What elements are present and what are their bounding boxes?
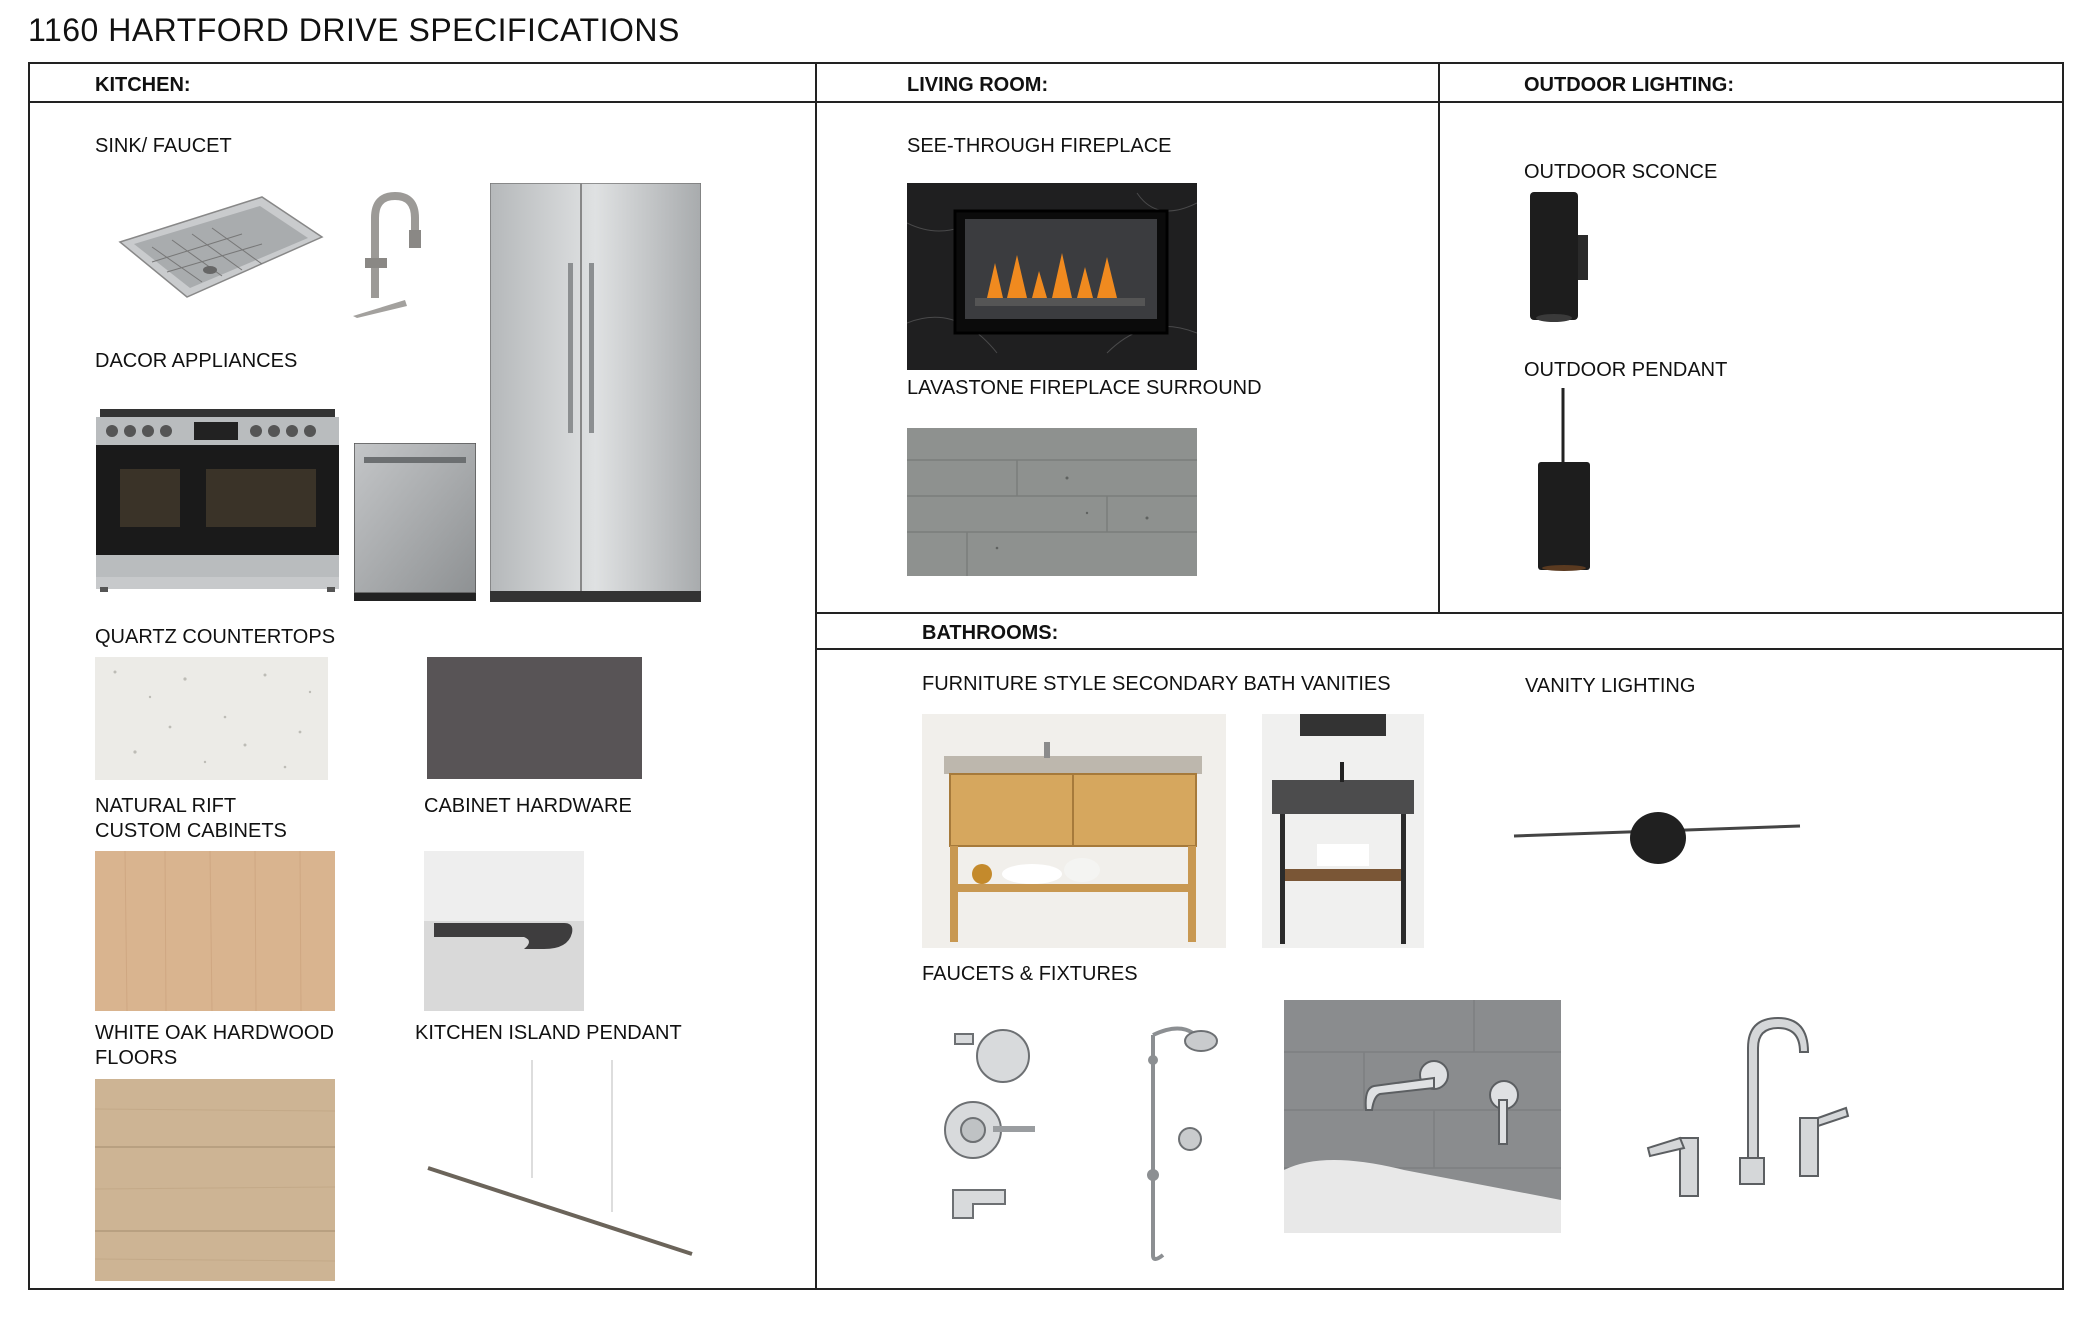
island-pendant-image xyxy=(420,1060,700,1260)
vanities-label: FURNITURE STYLE SECONDARY BATH VANITIES xyxy=(922,673,1391,695)
kitchen-faucet-image xyxy=(345,188,425,318)
range-image xyxy=(96,407,339,592)
living-room-header: LIVING ROOM: xyxy=(907,74,1049,96)
cabinet-hardware-image xyxy=(424,851,584,1011)
fireplace-image xyxy=(907,183,1197,370)
see-through-fireplace-label: SEE-THROUGH FIREPLACE xyxy=(907,135,1172,157)
kitchen-header: KITCHEN: xyxy=(95,74,191,96)
natural-rift-label: NATURAL RIFT xyxy=(95,795,237,817)
lavastone-image xyxy=(907,428,1197,576)
outdoor-pendant-image xyxy=(1535,388,1595,573)
widespread-faucet-image xyxy=(1640,1008,1850,1208)
vanity-lighting-label: VANITY LIGHTING xyxy=(1525,675,1696,697)
header-divider xyxy=(28,101,2064,103)
outdoor-sconce-image xyxy=(1530,190,1590,325)
cabinet-hardware-label: CABINET HARDWARE xyxy=(424,795,632,817)
custom-cabinets-label: CUSTOM CABINETS xyxy=(95,820,287,842)
shower-column-image xyxy=(1123,1015,1223,1265)
vanity-light-image xyxy=(1512,800,1802,870)
shower-trim-image xyxy=(935,1018,1047,1222)
quartz-light-swatch xyxy=(95,657,328,780)
dacor-appliances-label: DACOR APPLIANCES xyxy=(95,350,298,372)
outdoor-pendant-label: OUTDOOR PENDANT xyxy=(1524,359,1728,381)
metal-vanity-image xyxy=(1262,714,1424,948)
kitchen-divider xyxy=(815,62,817,1290)
quartz-countertops-label: QUARTZ COUNTERTOPS xyxy=(95,626,336,648)
refrigerator-image xyxy=(490,183,701,602)
faucets-fixtures-label: FAUCETS & FIXTURES xyxy=(922,963,1138,985)
white-oak-label: WHITE OAK HARDWOOD xyxy=(95,1022,334,1044)
sink-faucet-label: SINK/ FAUCET xyxy=(95,135,232,157)
bathroom-header-divider xyxy=(815,648,2064,650)
dishwasher-image xyxy=(354,443,476,601)
bathrooms-header: BATHROOMS: xyxy=(922,622,1059,644)
sink-image xyxy=(112,192,327,302)
floors-label: FLOORS xyxy=(95,1047,178,1069)
living-outdoor-divider xyxy=(1438,62,1440,614)
page-title: 1160 HARTFORD DRIVE SPECIFICATIONS xyxy=(28,12,680,48)
bathroom-top-divider xyxy=(815,612,2064,614)
kitchen-island-pendant-label: KITCHEN ISLAND PENDANT xyxy=(415,1022,682,1044)
lavastone-surround-label: LAVASTONE FIREPLACE SURROUND xyxy=(907,377,1262,399)
white-oak-floor-swatch xyxy=(95,1079,335,1281)
outdoor-sconce-label: OUTDOOR SCONCE xyxy=(1524,161,1718,183)
oak-vanity-image xyxy=(922,714,1226,948)
cabinet-wood-swatch xyxy=(95,851,335,1011)
wall-mount-faucet-image xyxy=(1284,1000,1561,1233)
quartz-dark-swatch xyxy=(427,657,642,779)
outdoor-lighting-header: OUTDOOR LIGHTING: xyxy=(1524,74,1734,96)
